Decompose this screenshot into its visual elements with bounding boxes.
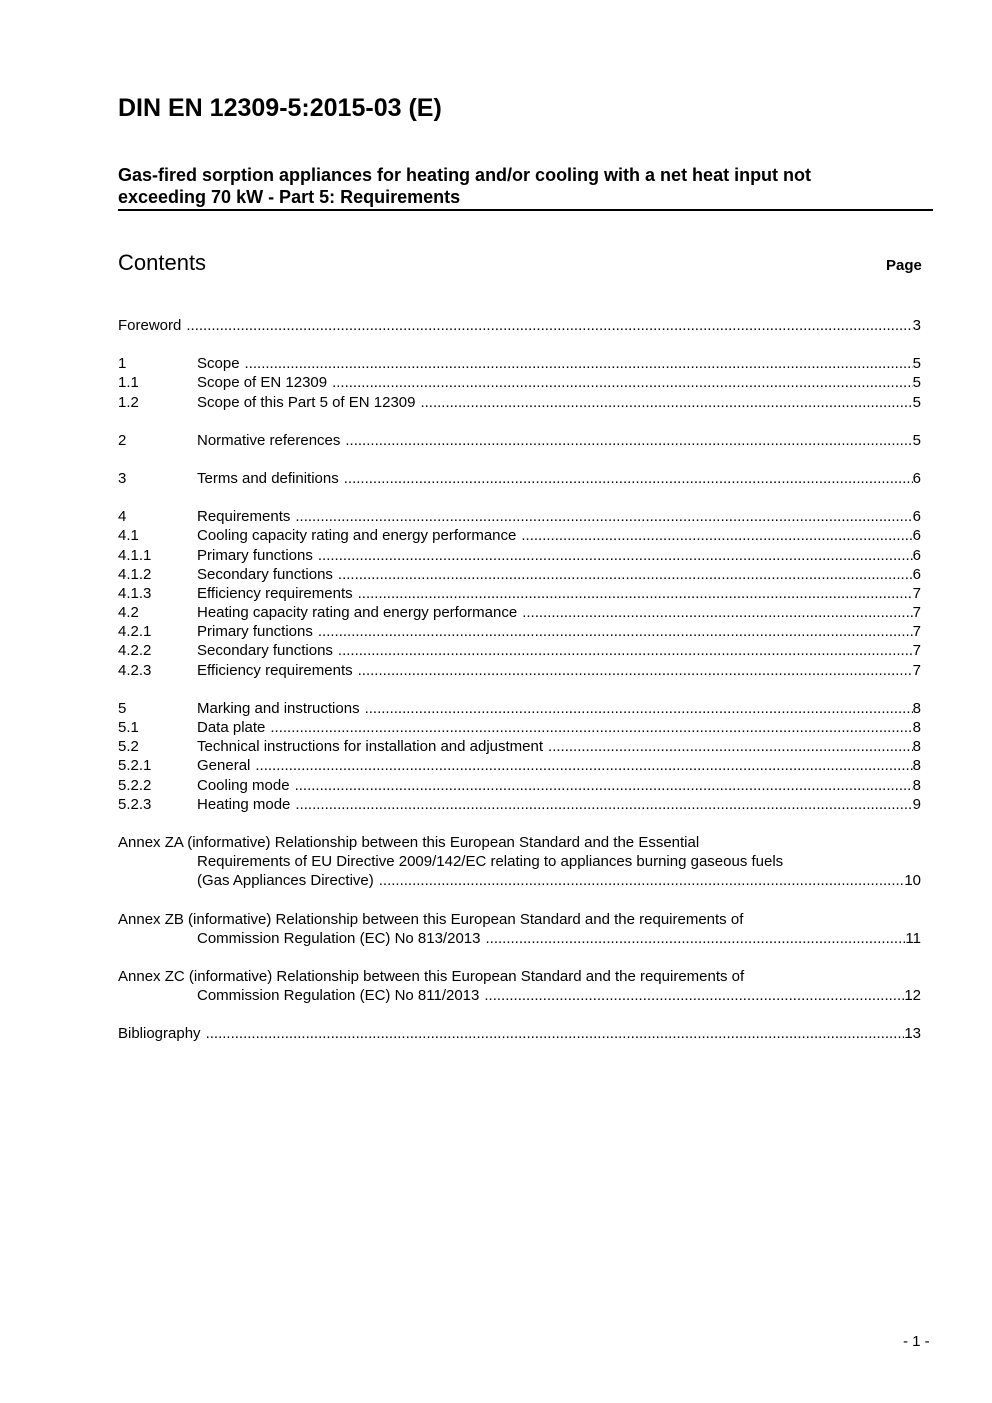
annex-zb-title: Annex ZB (informative) Relationship between this European Standard and the requirements of [118, 910, 744, 928]
document-subtitle [118, 164, 933, 211]
toc-entry[interactable] [118, 699, 921, 718]
subtitle-line-2: exceeding 70 kW - Part 5: Requirements [118, 187, 461, 207]
dot-leader [295, 795, 912, 814]
dot-leader [358, 661, 913, 680]
dot-leader [521, 526, 912, 545]
toc-entry-title: Foreword [118, 317, 182, 334]
toc-entry-number: 4.2.3 [118, 661, 152, 679]
toc-entry[interactable] [118, 718, 921, 737]
toc-entry-title: Secondary functions [197, 565, 333, 583]
toc-entry[interactable] [118, 507, 921, 526]
toc-entry-number: 1.1 [118, 374, 139, 392]
toc-entry-title: Scope [197, 355, 240, 373]
toc-group-4 [118, 507, 921, 680]
toc-entry-page: 6 [912, 508, 921, 526]
toc-entry[interactable] [118, 737, 921, 756]
toc-entry-title: Commission Regulation (EC) No 811/2013 [197, 987, 480, 1005]
toc-entry-title: Terms and definitions [197, 469, 339, 487]
dot-leader [186, 316, 912, 335]
toc-entry-number: 4.2 [118, 604, 139, 622]
toc-entry-number: 4.2.1 [118, 623, 152, 641]
dot-leader [484, 986, 904, 1005]
annex-zc-line-2 [118, 986, 921, 1005]
toc-entry-page: 5 [912, 431, 921, 449]
toc-entry[interactable] [118, 584, 921, 603]
toc-entry-page: 6 [912, 469, 921, 487]
toc-entry-title: Cooling capacity rating and energy performance [197, 527, 517, 545]
annex-zc-line-1 [118, 967, 921, 986]
toc-entry-title: Efficiency requirements [197, 584, 353, 602]
annex-za-title: Annex ZA (informative) Relationship between this European Standard and the Essential [118, 833, 700, 851]
dot-leader [358, 584, 913, 603]
toc-annex-za[interactable] [118, 833, 921, 891]
toc-entry-number: 5.2.2 [118, 776, 152, 794]
dot-leader [270, 718, 912, 737]
toc-entry-title: Primary functions [197, 546, 313, 564]
toc-entry-title: Efficiency requirements [197, 661, 353, 679]
annex-zb-line-1 [118, 910, 921, 929]
annex-zb-line-2 [118, 929, 921, 948]
dot-leader [344, 469, 913, 488]
toc-entry-page: 3 [912, 317, 921, 334]
toc-group-1 [118, 354, 921, 412]
annex-zc-title: Annex ZC (informative) Relationship between this European Standard and the requirements of [118, 967, 745, 985]
toc-entry-number: 5 [118, 699, 127, 717]
toc-group-2 [118, 431, 921, 450]
toc-entry[interactable] [118, 469, 921, 488]
toc-entry-page: 8 [912, 719, 921, 736]
toc-entry[interactable] [118, 526, 921, 545]
toc-entry[interactable] [118, 354, 921, 373]
toc-entry-title: Technical instructions for installation and adjustment [197, 738, 544, 756]
toc-entry-title: General [197, 757, 251, 775]
annex-za-line-3 [118, 871, 921, 890]
page-column-heading: Page [886, 257, 922, 274]
toc-group-3 [118, 469, 921, 488]
toc-entry-page: 11 [905, 929, 921, 947]
toc-entry-number: 2 [118, 431, 127, 449]
toc-entry[interactable] [118, 373, 921, 392]
table-of-contents [118, 316, 921, 1062]
toc-group-foreword [118, 316, 921, 335]
toc-entry-title: Primary functions [197, 623, 313, 641]
dot-leader [548, 737, 913, 756]
toc-entry-page: 7 [912, 642, 921, 660]
toc-entry-page: 12 [904, 987, 921, 1005]
toc-entry-number: 1 [118, 355, 127, 373]
toc-entry-title: (Gas Appliances Directive) [197, 872, 374, 890]
toc-entry-page: 6 [912, 527, 921, 545]
toc-entry-page: 5 [912, 374, 921, 392]
contents-heading: Contents [118, 250, 207, 275]
dot-leader [295, 507, 912, 526]
dot-leader [245, 354, 913, 373]
toc-entry-page: 7 [912, 604, 921, 622]
toc-entry-title: Data plate [197, 719, 266, 736]
toc-entry-title: Requirements [197, 508, 291, 526]
toc-annex-zb[interactable] [118, 910, 921, 948]
annex-za-line-2 [118, 852, 921, 871]
toc-entry-page: 7 [912, 661, 921, 679]
toc-entry-number: 4 [118, 508, 127, 526]
toc-entry[interactable] [118, 565, 921, 584]
subtitle-line-1: Gas-fired sorption appliances for heating and/or cooling with a net heat input not [118, 165, 812, 185]
dot-leader [318, 546, 913, 565]
toc-entry-number: 5.2.3 [118, 795, 152, 813]
toc-entry-number: 5.2.1 [118, 757, 152, 775]
toc-entry-page: 8 [912, 757, 921, 775]
toc-annex-zc[interactable] [118, 967, 921, 1005]
dot-leader [295, 776, 913, 795]
toc-entry-number: 5.1 [118, 719, 139, 736]
toc-entry[interactable] [118, 622, 921, 641]
toc-entry[interactable] [118, 431, 921, 450]
toc-entry-title: Heating capacity rating and energy performance [197, 604, 518, 622]
toc-entry-title: Commission Regulation (EC) No 813/2013 [197, 929, 481, 947]
dot-leader [338, 641, 913, 660]
toc-entry[interactable] [118, 756, 921, 775]
toc-entry[interactable] [118, 393, 921, 412]
toc-entry-page: 6 [912, 565, 921, 583]
toc-entry-number: 4.1.2 [118, 565, 152, 583]
toc-entry-page: 7 [912, 584, 921, 602]
toc-entry-number: 1.2 [118, 393, 139, 411]
toc-entry-number: 4.2.2 [118, 642, 152, 660]
dot-leader [379, 871, 905, 890]
dot-leader [206, 1024, 905, 1043]
toc-group-bibliography [118, 1024, 921, 1043]
toc-entry[interactable] [118, 603, 921, 622]
toc-entry-page: 7 [912, 623, 921, 641]
toc-entry-number: 4.1.1 [118, 546, 152, 564]
toc-entry-title: Normative references [197, 431, 341, 449]
toc-entry[interactable] [118, 776, 921, 795]
toc-entry-page: 6 [912, 546, 921, 564]
toc-entry[interactable] [118, 1024, 921, 1043]
toc-entry-page: 13 [904, 1025, 921, 1043]
toc-entry[interactable] [118, 316, 921, 335]
toc-entry-page: 8 [912, 776, 921, 794]
toc-entry-page: 9 [912, 795, 921, 813]
document-id: DIN EN 12309-5:2015-03 (E) [118, 94, 442, 122]
toc-entry-title: Secondary functions [197, 642, 333, 660]
toc-entry-title: Marking and instructions [197, 699, 360, 717]
toc-entry-number: 4.1 [118, 527, 139, 545]
annex-za-line-1 [118, 833, 921, 852]
dot-leader [318, 622, 913, 641]
toc-entry-title: Cooling mode [197, 776, 290, 794]
annex-za-title-cont: Requirements of EU Directive 2009/142/EC relating to appliances burning gaseous fuels [197, 853, 784, 871]
dot-leader [485, 929, 905, 948]
dot-leader [365, 699, 913, 718]
toc-entry-number: 4.1.3 [118, 584, 152, 602]
toc-entry[interactable] [118, 641, 921, 660]
toc-entry[interactable] [118, 795, 921, 814]
toc-entry[interactable] [118, 661, 921, 680]
toc-entry-page: 5 [912, 355, 921, 373]
dot-leader [345, 431, 912, 450]
toc-entry-number: 5.2 [118, 738, 139, 756]
toc-entry-title: Scope of this Part 5 of EN 12309 [197, 393, 416, 411]
toc-entry-title: Scope of EN 12309 [197, 374, 328, 392]
dot-leader [420, 393, 912, 412]
toc-entry-page: 10 [904, 872, 921, 890]
toc-entry-page: 8 [912, 738, 921, 756]
toc-entry[interactable] [118, 546, 921, 565]
toc-entry-page: 8 [912, 699, 921, 717]
toc-entry-page: 5 [912, 393, 921, 411]
dot-leader [255, 756, 912, 775]
toc-entry-title: Bibliography [118, 1025, 201, 1043]
toc-entry-title: Heating mode [197, 795, 291, 813]
dot-leader [522, 603, 912, 622]
page-number: - 1 - [903, 1333, 930, 1350]
dot-leader [338, 565, 913, 584]
toc-group-5 [118, 699, 921, 814]
dot-leader [332, 373, 913, 392]
toc-entry-number: 3 [118, 469, 127, 487]
